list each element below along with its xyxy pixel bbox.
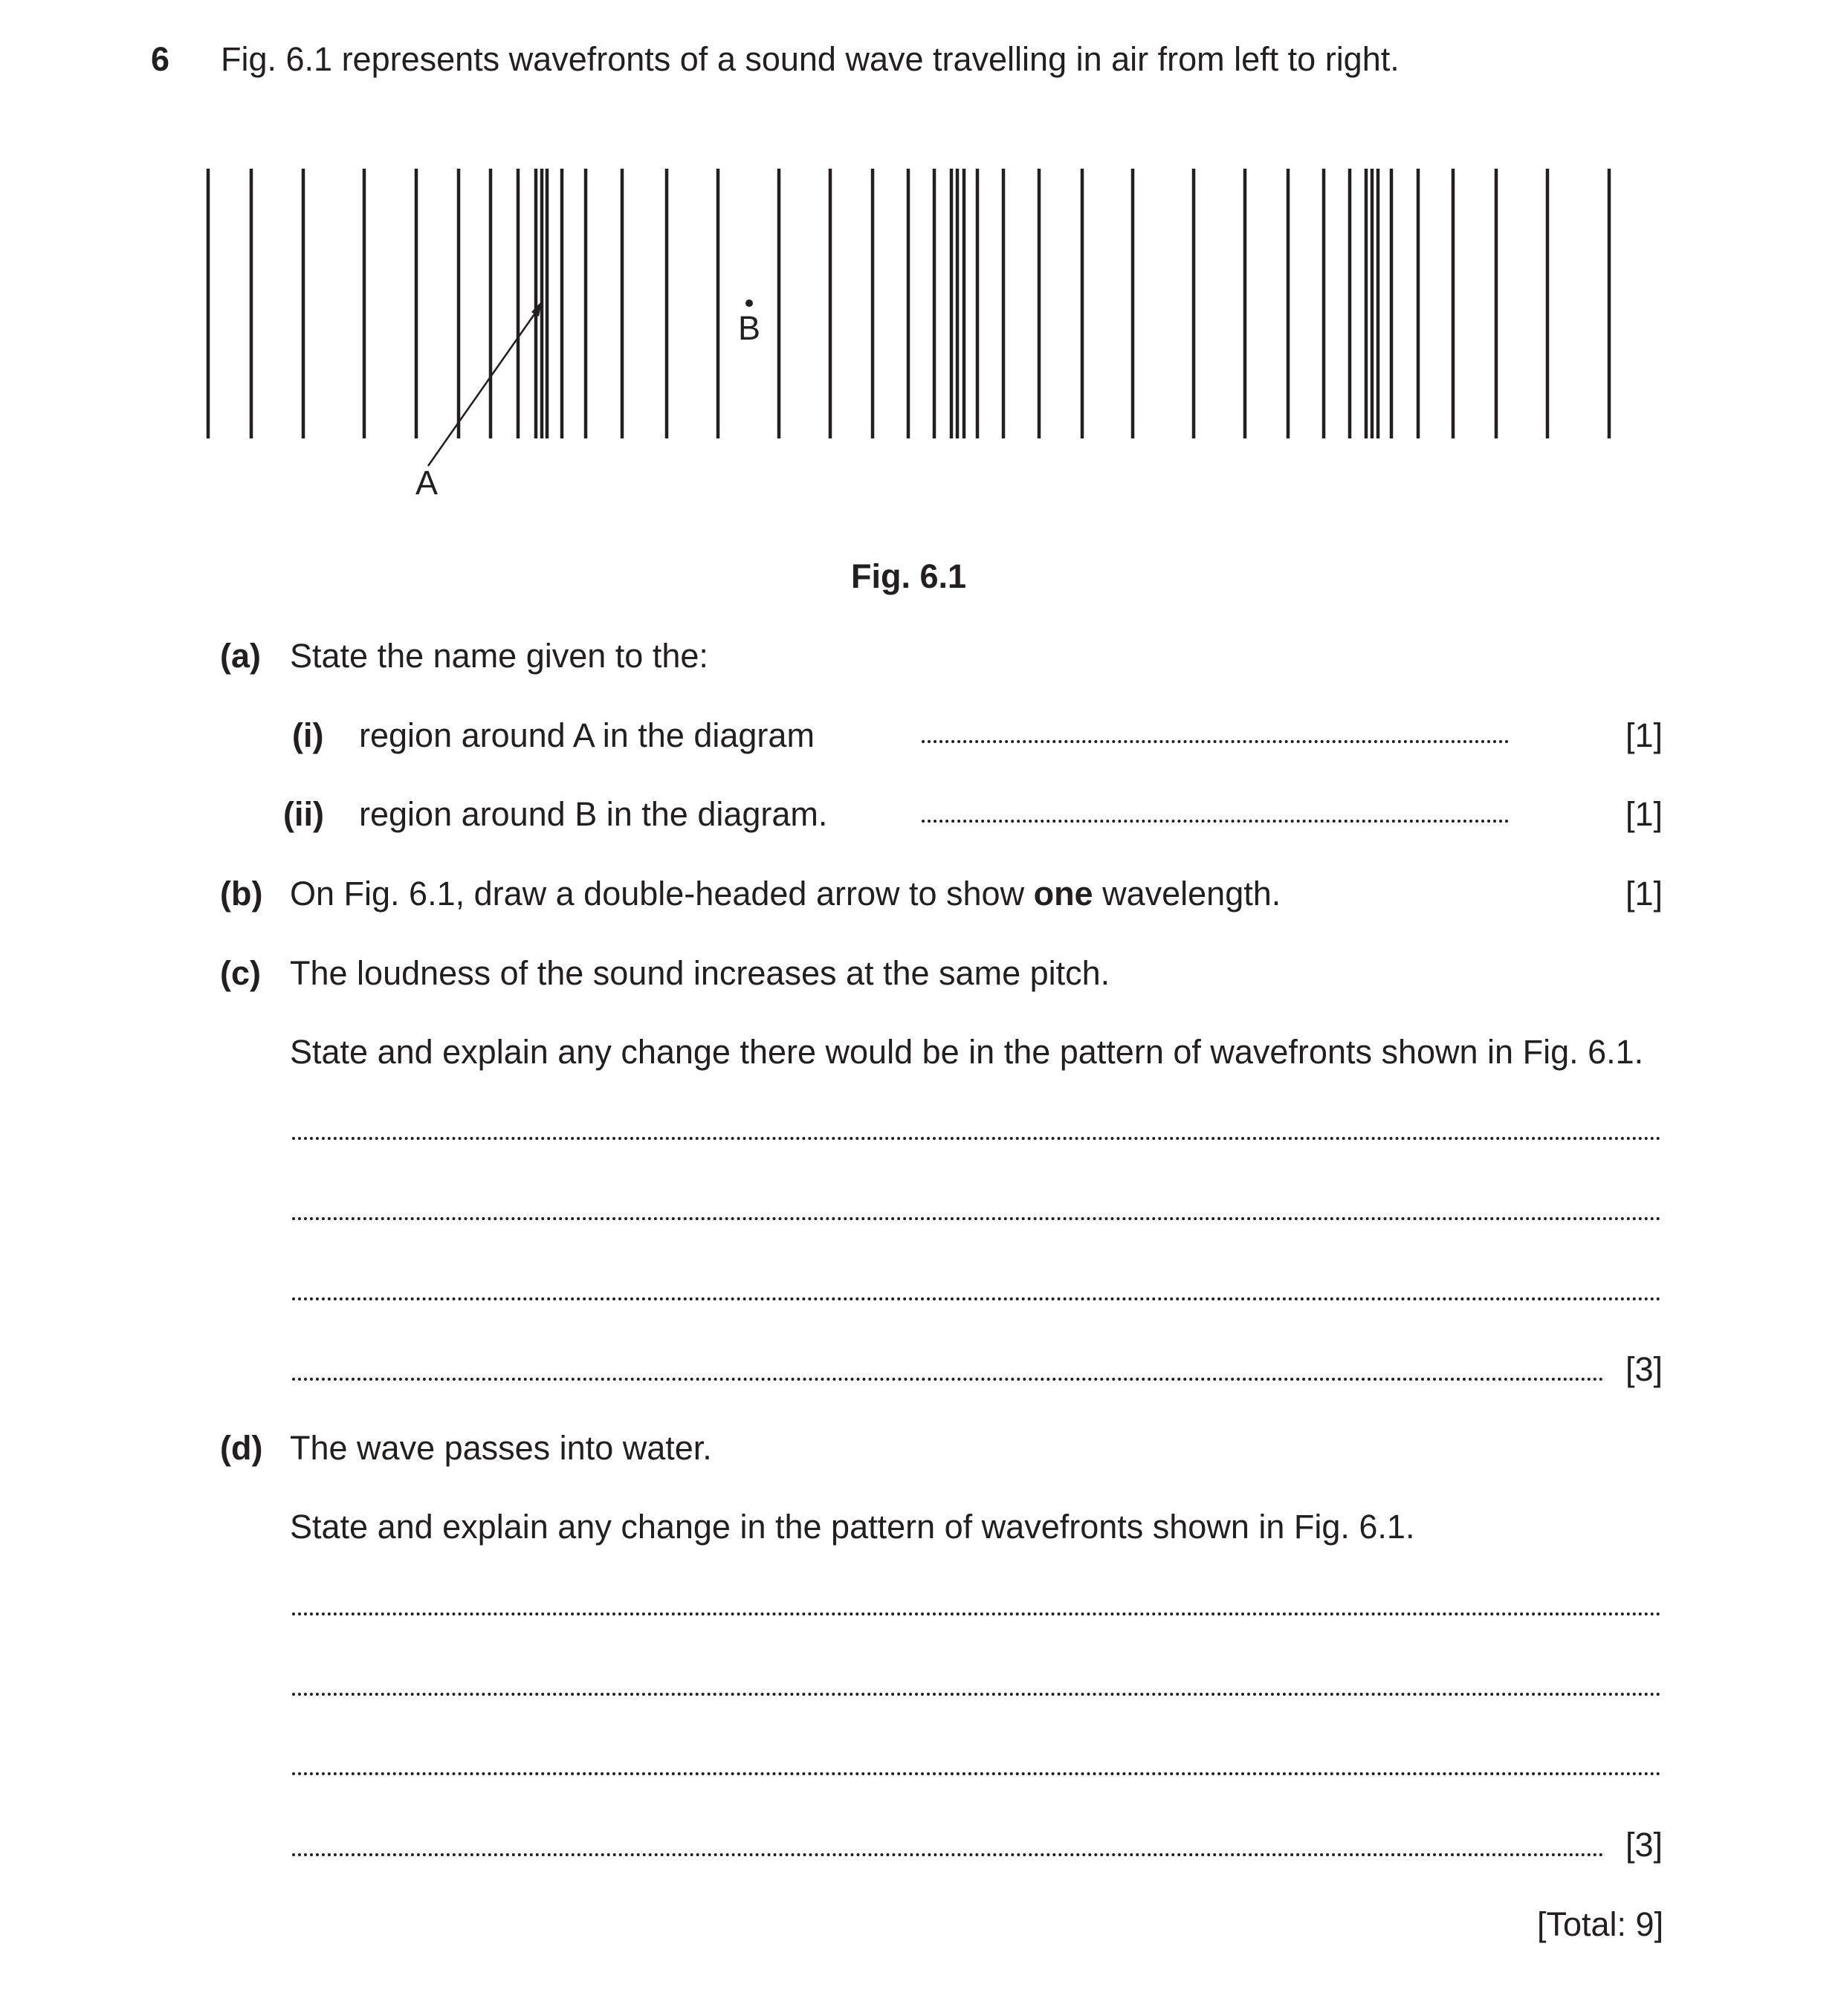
part-c-marks: [3] [1625, 1350, 1663, 1388]
part-c-text1: The loudness of the sound increases at the same pitch. [290, 954, 1110, 992]
part-d-label: (d) [220, 1429, 263, 1467]
answer-line-c-4[interactable] [292, 1378, 1604, 1381]
part-a-text: State the name given to the: [290, 637, 708, 675]
part-c-label: (c) [220, 954, 261, 992]
answer-line-d-3[interactable] [292, 1772, 1661, 1775]
answer-line-a-ii[interactable] [922, 820, 1509, 823]
part-a-i-text: region around A in the diagram [359, 716, 815, 754]
part-c-text2: State and explain any change there would be in the pattern of wavefronts shown in Fig. 6.1. [290, 1033, 1644, 1071]
label-a: A [415, 464, 439, 502]
part-d-text2: State and explain any change in the pattern of wavefronts shown in Fig. 6.1. [290, 1508, 1415, 1546]
part-d-text1: The wave passes into water. [290, 1429, 712, 1467]
answer-line-c-1[interactable] [292, 1137, 1661, 1140]
part-b-marks: [1] [1625, 875, 1663, 913]
question-stem: Fig. 6.1 represents wavefronts of a sound wave travelling in air from left to right. [221, 40, 1400, 78]
question-number: 6 [151, 40, 170, 78]
wavefront-lines [208, 169, 1609, 438]
part-a-label: (a) [220, 637, 261, 675]
wavefront-diagram [0, 0, 1844, 535]
total-marks: [Total: 9] [1537, 1905, 1664, 1943]
answer-line-d-4[interactable] [292, 1853, 1604, 1856]
answer-line-c-2[interactable] [292, 1217, 1661, 1220]
point-b [745, 299, 753, 307]
label-b: B [737, 309, 761, 347]
figure-caption: Fig. 6.1 [851, 557, 967, 595]
part-a-i-marks: [1] [1625, 716, 1663, 754]
answer-line-a-i[interactable] [922, 740, 1509, 743]
part-a-i-label: (i) [292, 716, 324, 754]
part-b-text-after: wavelength. [1093, 875, 1281, 913]
part-d-marks: [3] [1625, 1826, 1663, 1864]
part-a-ii-marks: [1] [1625, 795, 1663, 833]
part-b-text-bold: one [1033, 875, 1093, 913]
part-a-ii-label: (ii) [283, 795, 324, 833]
part-b-label: (b) [220, 875, 263, 913]
pointer-line-a [428, 305, 541, 466]
answer-line-d-2[interactable] [292, 1693, 1661, 1696]
answer-line-c-3[interactable] [292, 1297, 1661, 1300]
part-b-text [290, 875, 1281, 913]
part-a-ii-text: region around B in the diagram. [359, 795, 828, 833]
part-b-text-before: On Fig. 6.1, draw a double-headed arrow to show [290, 875, 1034, 913]
answer-line-d-1[interactable] [292, 1613, 1661, 1615]
